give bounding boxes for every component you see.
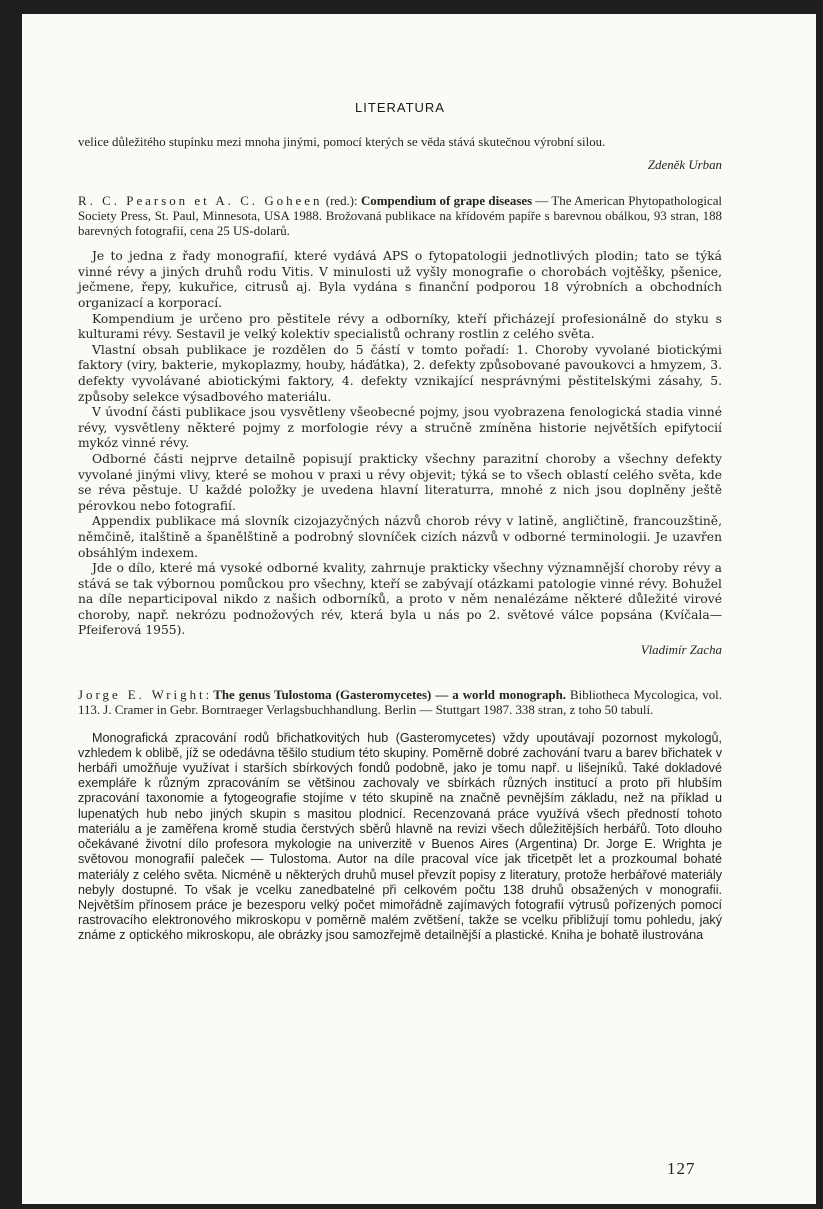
review1-citation [78,194,722,240]
review1-paragraph-5: Odborné části nejprve detailně popisují prakticky všechny parazitní choroby a všechny defekty vyvolané jinými vlivy, které se mohou v praxi u révy objevit; týká se to všech oblastí celého světa, kde se réva pěstuje. U každé položky je uvedena hlavní literaturra, mnohé z nich jsou doplněny ještě pérovkou nebo fotografií. [78,451,722,513]
page-title: LITERATURA [355,100,445,115]
review2-paragraph-1: Monografická zpracování rodů břichatkovitých hub (Gasteromycetes) vždy upoutávají pozornost mykologů, vzhledem k oblibě, jíž se odedávna těšilo studium této skupiny. Poměrně dobré zachování tvaru a barev břichatek v herbáři umožňuje využívat i starších sbírkových fondů podobně, jako je tomu např. u lišejníků. Také dokladové exempláře k různým zpracováním se většinou zachovaly ve sbírkách různých institucí a proto při hlubším zpracování taxonomie a fytogeografie stojíme v této skupině na značně pevnějším základu, než na příklad u lupenatých hub nebo jiných skupin s masitou plodnicí. Recenzovaná práce využívá všech předností tohoto materiálu a je zaměřena kromě studia čerstvých sběrů hlavně na revizi všech důležitějších herbářů. Toto dlouho očekávané životní dílo profesora mykologie na univerzitě v Buenos Aires (Argentina) Dr. Jorge E. Wrighta je světovou monografií paleček — Tulostoma. Autor na díle pracoval více jak třicetpět let a prozkoumal bohaté materiály z celého světa. Nicméně u některých druhů musel převzít popisy z literatury, protože herbářové materiály nebyly dostupné. To však je vcelku zanedbatelné při celkovém počtu 138 druhů obsažených v monografii. Největším přínosem práce je bezesporu velký počet mimořádně zajímavých fotografií výtrusů pořízených pomocí rastrovacího elektronového mikroskopu v poměrně malém zvětšení, takže se vcelku přibližují tomu pohledu, jaký známe z optického mikroskopu, ale obrázky jsou samozřejmě detailnější a plastické. Kniha je bohatě ilustrována [78,730,722,943]
review1-ed: (red.): [322,193,361,208]
signature-urban: Zdeněk Urban [647,158,722,173]
review1-paragraph-1: Je to jedna z řady monografií, které vydává APS o fytopatologii jednotlivých plodin; tato se týká vinné révy a jiných druhů rodu Vitis. V minulosti už vyšly monografie o chorobách vojtěšky, pšenice, ječmene, řepy, kukuřice, citrusů aj. Byla vydána s finanční podporou 18 výrobních a obchodních organizací a korporací. [78,249,722,310]
signature-zacha: Vladimír Zacha [640,643,722,658]
review1-paragraph-7: Jde o dílo, které má vysoké odborné kvality, zahrnuje prakticky všechny významnější choroby révy a stává se tak výbornou pomůckou pro všechny, kteří se zabývají otázkami patologie vinné révy. Bohužel na díle neparticipoval nikdo z našich odborníků, a proto v něm nenalézáme některé důležité virové choroby, např. nekrózu podnožových rév, která byla u nás po 2. světové válce popsána (Kvíčala—Pfeiferová 1955). [78,561,722,638]
review1-authors: R. C. Pearson et A. C. Goheen [78,193,323,208]
document-page [22,14,816,1204]
review2-citation [78,688,722,718]
review1-title: Compendium of grape diseases [360,193,533,208]
page-number: 127 [667,1159,696,1178]
review2-authors: Jorge E. Wright [78,688,206,703]
review1-details: — The American Phytopathological Society Press, St. Paul, Minnesota, USA 1988. Brožovaná publikace na křídovém papíře s barevnou obálkou, 93 stran, 188 barevných fotografií, cena 25 US-dolarů. [78,193,723,239]
continuation-paragraph: velice důležitého stupínku mezi mnoha jinými, pomocí kterých se věda stává skutečnou výrobní silou. [78,135,606,150]
review2-colon: : [205,688,214,703]
page-content [78,100,722,944]
review1-paragraph-3: Vlastní obsah publikace je rozdělen do 5 částí v tomto pořadí: 1. Choroby vyvolané biotickými faktory (viry, bakterie, mykoplazmy, houby, háďátka), 2. defekty způsobované pavoukovci a hmyzem, 3. defekty vyvolávané abiotickými faktory, 4. defekty vznikající nesprávnými pěstitelskými zásahy, 5. způsoby selekce výsadbového materiálu. [78,342,722,404]
review1-paragraph-2: Kompendium je určeno pro pěstitele révy a odborníky, kteří přicházejí profesionálně do styku s kulturami révy. Sestavil je velký kolektiv specialistů ochrany rostlin z celého světa. [78,311,722,342]
review1-paragraph-6: Appendix publikace má slovník cizojazyčných názvů chorob révy v latině, angličtině, francouzštině, němčině, italštině a španělštině a podrobný slovníček cizích názvů v odborné terminologii. Je uzavřen obsáhlým indexem. [78,514,722,560]
review2-details: Bibliotheca Mycologica, vol. 113. J. Cramer in Gebr. Borntraeger Verlagsbuchhandlung. Berlin — Stuttgart 1987. 338 stran, z toho 50 tabulí. [78,688,722,718]
review1-body [78,249,722,639]
review1-paragraph-4: V úvodní části publikace jsou vysvětleny všeobecné pojmy, jsou vyobrazena fenologická stadia vinné révy, vysvětleny některé pojmy z morfologie révy a stručně zmíněna historie největších epifytocií mykóz vinné révy. [78,405,722,451]
review2-title: The genus Tulostoma (Gasteromycetes) — a world monograph. [213,688,566,703]
